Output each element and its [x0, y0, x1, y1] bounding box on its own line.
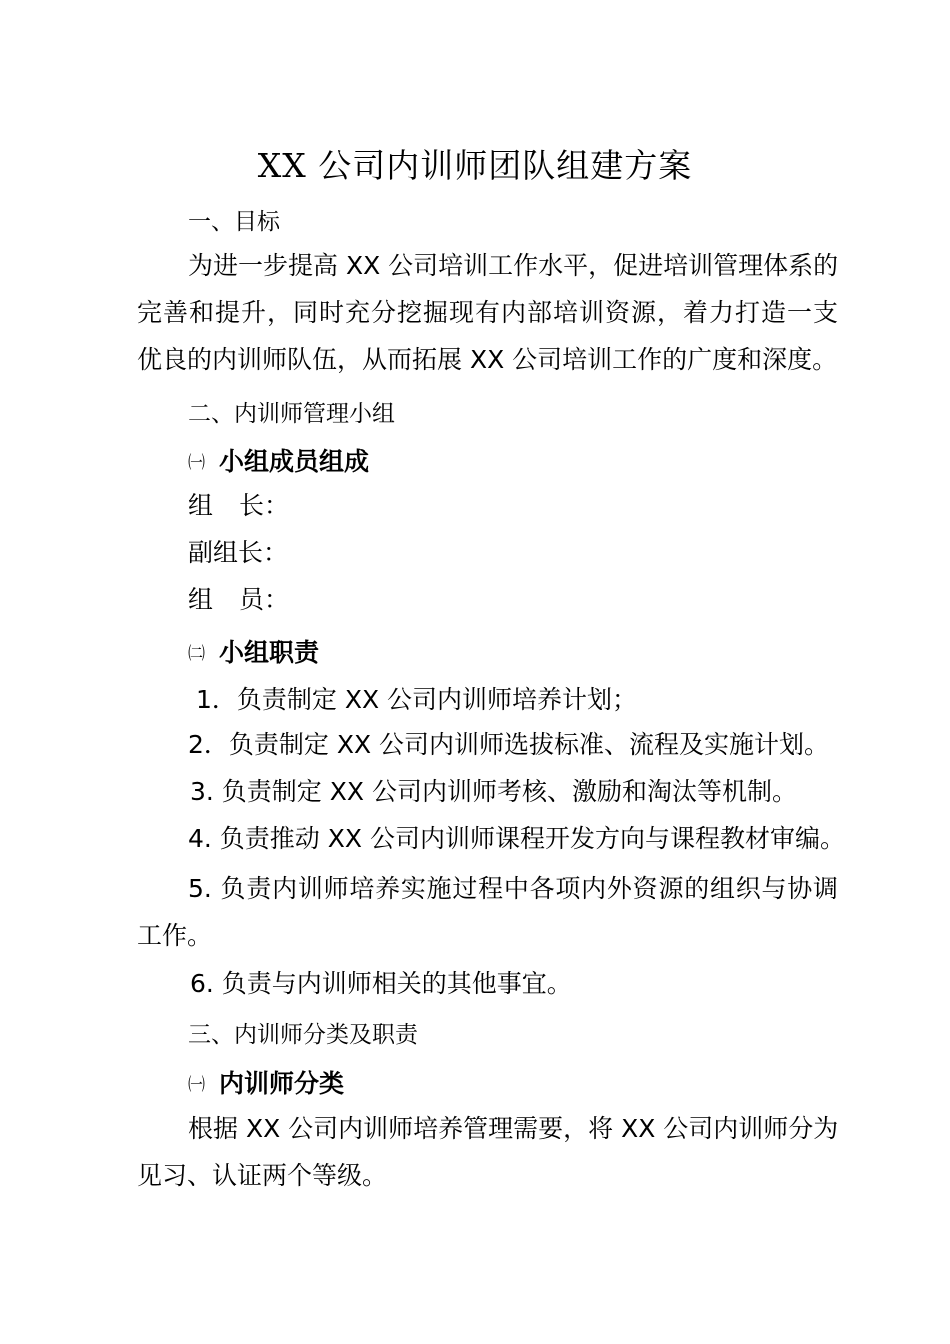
- subheading-trainer-classification: [188, 1068, 344, 1101]
- section-heading-classification: 三、内训师分类及职责: [188, 1022, 418, 1048]
- subheading-text: 小组成员组成: [219, 447, 370, 476]
- subheading-marker: ㈠: [188, 453, 205, 473]
- duty-item-3: 3. 负责制定 XX 公司内训师考核、激励和淘汰等机制。: [190, 777, 797, 806]
- classification-paragraph-line-2: 见习、认证两个等级。: [137, 1161, 388, 1190]
- goal-paragraph-line-1: 为进一步提高 XX 公司培训工作水平，促进培训管理体系的: [188, 251, 839, 280]
- document-title: XX 公司内训师团队组建方案: [257, 146, 693, 185]
- subheading-marker: ㈠: [188, 1075, 205, 1095]
- subheading-marker: ㈡: [188, 644, 205, 664]
- classification-paragraph-line-1: 根据 XX 公司内训师培养管理需要，将 XX 公司内训师分为: [188, 1114, 839, 1143]
- members-field: 组 员：: [188, 585, 289, 614]
- goal-paragraph-line-3: 优良的内训师队伍，从而拓展 XX 公司培训工作的广度和深度。: [137, 345, 838, 374]
- duty-item-5-line-1: 5. 负责内训师培养实施过程中各项内外资源的组织与协调: [188, 874, 838, 903]
- subheading-group-members: [188, 446, 369, 479]
- duty-item-5-line-2: 工作。: [137, 921, 213, 950]
- section-heading-goal: 一、目标: [188, 209, 280, 235]
- subheading-text: 内训师分类: [219, 1069, 345, 1098]
- duty-item-1: 1．负责制定 XX 公司内训师培养计划；: [196, 685, 638, 714]
- leader-field: 组 长：: [188, 491, 289, 520]
- subheading-text: 小组职责: [219, 638, 320, 667]
- duty-item-6: 6. 负责与内训师相关的其他事宜。: [190, 969, 572, 998]
- deputy-leader-field: 副组长：: [188, 538, 289, 567]
- subheading-group-duties: [188, 637, 319, 670]
- duty-item-2: 2．负责制定 XX 公司内训师选拔标准、流程及实施计划。: [188, 730, 830, 759]
- goal-paragraph-line-2: 完善和提升，同时充分挖掘现有内部培训资源，着力打造一支: [137, 298, 838, 327]
- duty-item-4: 4. 负责推动 XX 公司内训师课程开发方向与课程教材审编。: [188, 824, 845, 853]
- section-heading-management-group: 二、内训师管理小组: [188, 401, 395, 427]
